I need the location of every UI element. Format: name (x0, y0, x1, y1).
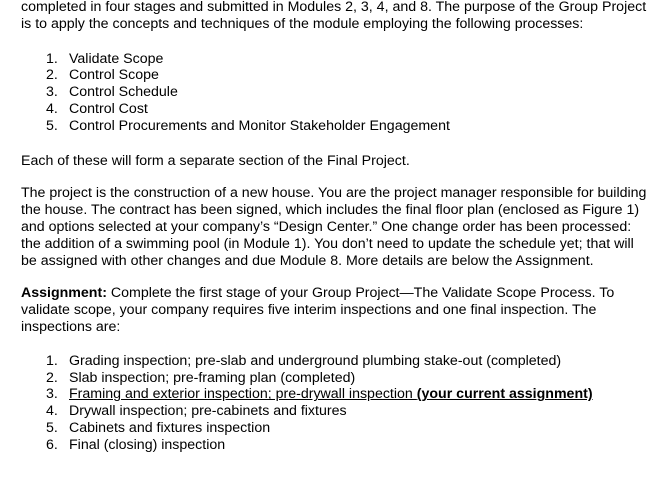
list-number: 4. (46, 403, 58, 420)
list-text: Validate Scope (69, 50, 164, 67)
document-page (21, 0, 651, 454)
list-item (21, 353, 651, 370)
list-number: 2. (46, 67, 58, 84)
project-description: The project is the construction of a new house. You are the project manager responsible for building the house. The contract has been signed, which includes the final floor plan (enclosed as Figure 1) and options selected at your company’s “Design Center.” One change order has been processed: the addition of a swimming pool (in Module 1). You don’t need to update the schedule yet; that will be assigned with other changes and due Module 8. More details are below the Assignment. (21, 185, 647, 269)
list-number: 1. (46, 352, 58, 369)
list-item (21, 67, 651, 84)
list-item (21, 118, 651, 135)
list-item (21, 101, 651, 118)
current-assignment-item (69, 386, 593, 402)
list-text: Control Schedule (69, 84, 178, 101)
list-item (21, 437, 651, 454)
current-assignment-label: (your current assignment) (416, 386, 593, 403)
intro-paragraph: completed in four stages and submitted in Modules 2, 3, 4, and 8. The purpose of the Group Project is to apply the concepts and techniques of the module employing the following processes: (21, 0, 647, 32)
list-number: 4. (46, 100, 58, 117)
list-item (21, 51, 651, 68)
list-item (21, 370, 651, 387)
list-text: Framing and exterior inspection; pre-drywall inspection (69, 386, 417, 403)
sections-note: Each of these will form a separate section of the Final Project. (21, 152, 410, 169)
list-number: 5. (46, 419, 58, 436)
list-item (21, 420, 651, 437)
inspection-list (21, 353, 651, 454)
list-text: Control Cost (69, 100, 148, 117)
assignment-text: Complete the first stage of your Group Project—The Validate Scope Process. To validate scope, your company requires five interim inspections and one final inspection. The inspections are: (21, 285, 615, 335)
assignment-paragraph (21, 285, 651, 335)
list-number: 6. (46, 436, 58, 453)
list-item (21, 386, 651, 403)
list-number: 1. (46, 50, 58, 67)
list-number: 2. (46, 369, 58, 386)
list-number: 5. (46, 117, 58, 134)
process-list (21, 51, 651, 135)
list-text: Final (closing) inspection (69, 436, 226, 453)
list-text: Control Procurements and Monitor Stakeholder Engagement (69, 117, 450, 134)
list-text: Grading inspection; pre-slab and underground plumbing stake-out (completed) (69, 352, 562, 369)
list-number: 3. (46, 84, 58, 101)
list-item (21, 84, 651, 101)
assignment-label: Assignment: (21, 285, 107, 302)
list-number: 3. (46, 386, 58, 403)
list-text: Slab inspection; pre-framing plan (completed) (69, 369, 356, 386)
list-item (21, 403, 651, 420)
list-text: Drywall inspection; pre-cabinets and fixtures (69, 403, 347, 420)
list-text: Cabinets and fixtures inspection (69, 419, 271, 436)
list-text: Control Scope (69, 67, 159, 84)
